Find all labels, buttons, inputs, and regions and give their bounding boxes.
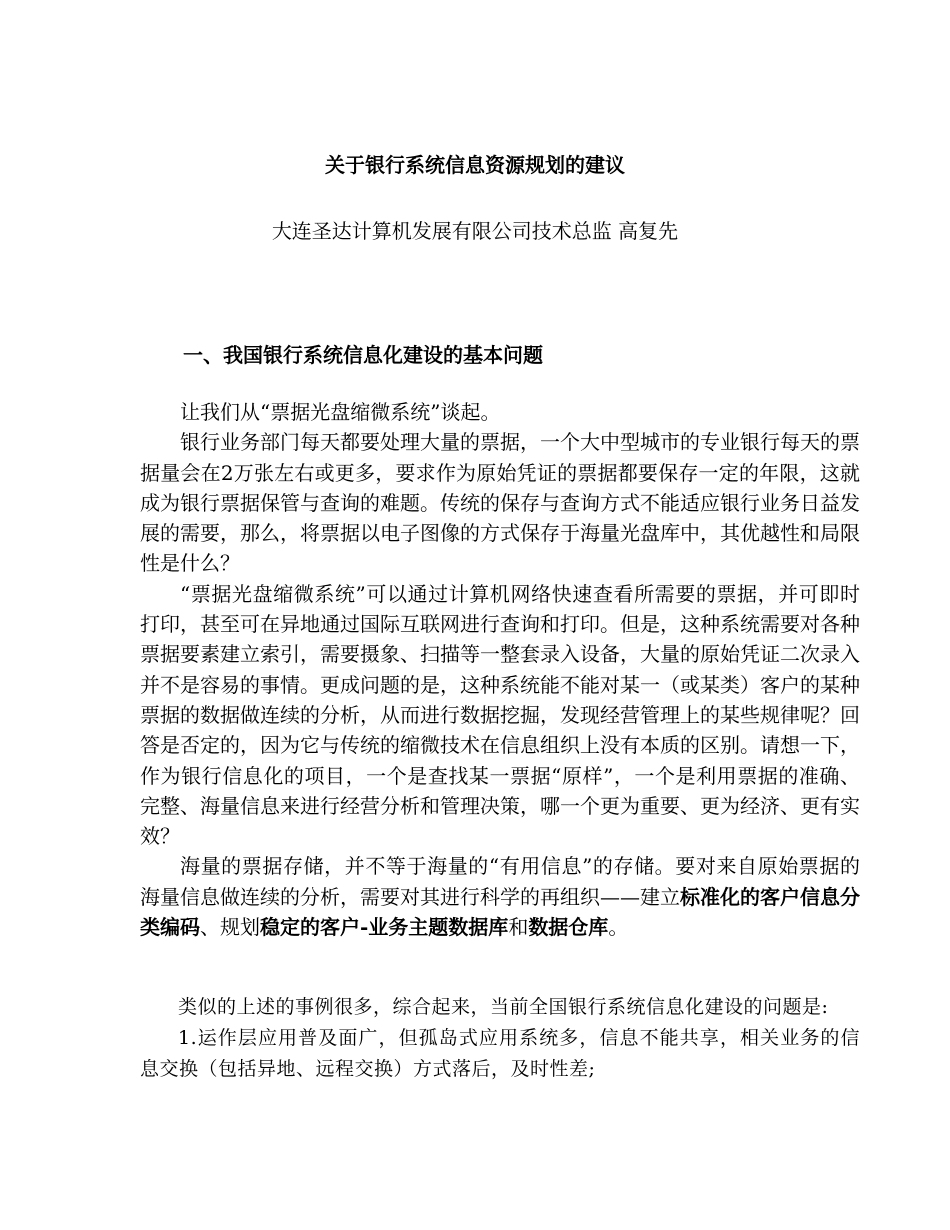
- paragraph-4: [140, 851, 860, 942]
- paragraph-4-text-1: 海量的票据存储，并不等于海量的“有用信息”的存储。要对来自原始票据的海量信息做连续的分析，需要对其进行科学的再组织——建立: [140, 854, 860, 909]
- paragraph-2: 银行业务部门每天都要处理大量的票据，一个大中型城市的专业银行每天的票据量会在2万张左右或更多，要求作为原始凭证的票据都要保存一定的年限，这就成为银行票据保管与查询的难题。传统的保存与查询方式不能适应银行业务日益发展的需要，那么，将票据以电子图像的方式保存于海量光盘库中，其优越性和局限性是什么？: [140, 430, 860, 576]
- paragraph-1: 让我们从“票据光盘缩微系统”谈起。: [180, 400, 501, 424]
- document-author: 大连圣达计算机发展有限公司技术总监 高复先: [271, 219, 679, 243]
- section-heading: 一、我国银行系统信息化建设的基本问题: [183, 343, 543, 367]
- paragraph-4-text-3: 和: [508, 915, 529, 940]
- document-body: [140, 397, 860, 942]
- document-title: 关于银行系统信息资源规划的建议: [325, 153, 625, 177]
- paragraph-4-bold-1: 标准化的客户信息分类编码: [140, 884, 860, 940]
- paragraph-4-text-4: 。: [608, 915, 629, 940]
- paragraph-3: “票据光盘缩微系统”可以通过计算机网络快速查看所需要的票据，并可即时打印，甚至可在异地通过国际互联网进行查询和打印。但是，这种系统需要对各种票据要素建立索引，需要摄象、扫描等一整套录入设备，大量的原始凭证二次录入并不是容易的事情。更成问题的是，这种系统能不能对某一（或某类）客户的某种票据的数据做连续的分析，从而进行数据挖掘，发现经营管理上的某些规律呢？回答是否定的，因为它与传统的缩微技术在信息组织上没有本质的区别。请想一下，作为银行信息化的项目，一个是查找某一票据“原样”，一个是利用票据的准确、完整、海量信息来进行经营分析和管理决策，哪一个更为重要、更为经济、更有实效？: [140, 581, 860, 849]
- paragraph-4-bold-2: 稳定的客户-业务主题数据库: [260, 915, 509, 940]
- paragraph-4-bold-3: 数据仓库: [528, 915, 609, 940]
- paragraph-4-text-2: 、规划: [200, 915, 260, 940]
- paragraph-6: 1.运作层应用普及面广，但孤岛式应用系统多，信息不能共享，相关业务的信息交换（包括异地、远程交换）方式落后，及时性差;: [140, 1027, 860, 1080]
- document-body-continued: [140, 992, 860, 1085]
- paragraph-5: 类似的上述的事例很多，综合起来，当前全国银行系统信息化建设的问题是:: [178, 996, 829, 1018]
